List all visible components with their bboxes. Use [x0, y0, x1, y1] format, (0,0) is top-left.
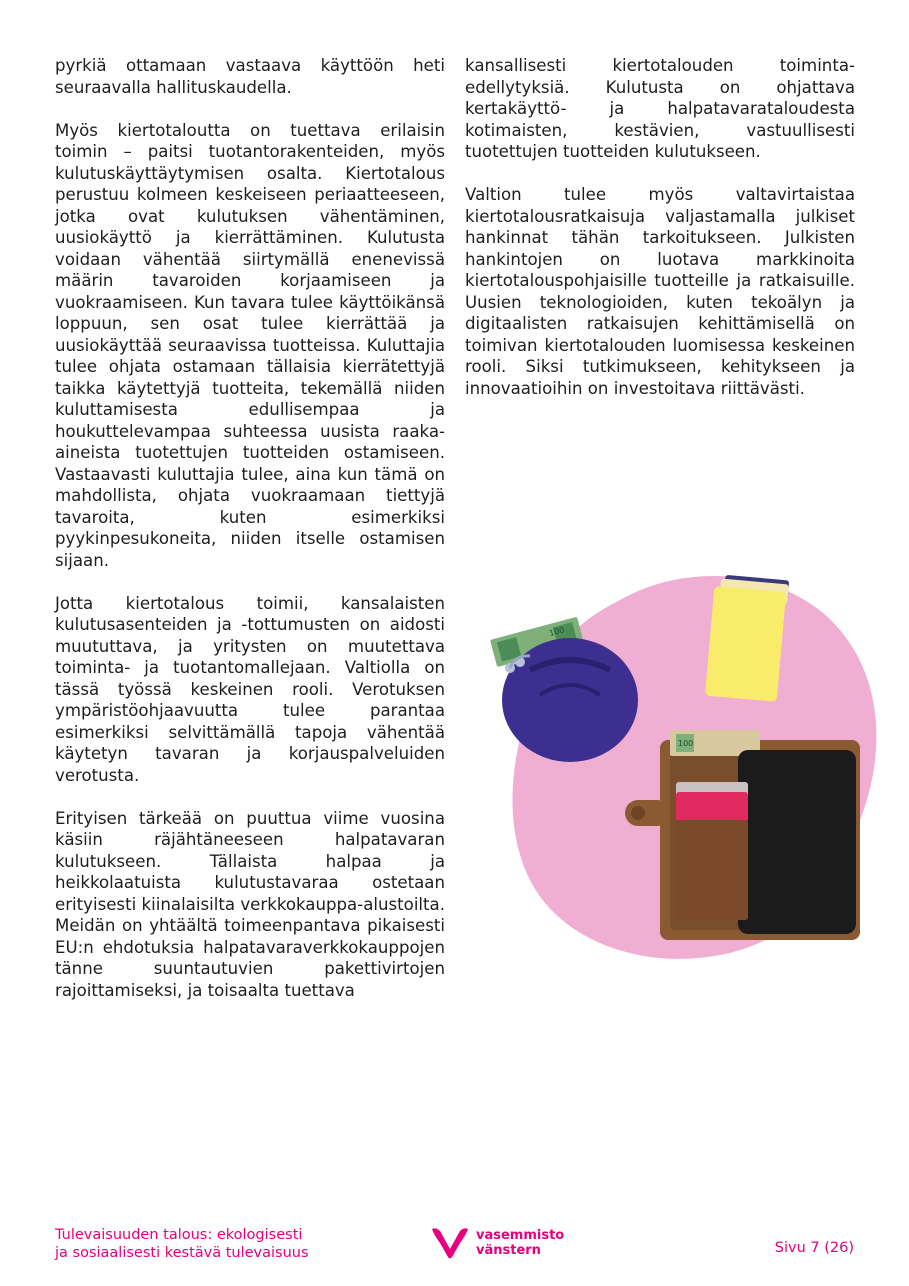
paragraph: pyrkiä ottamaan vastaava käyttöön heti seuraavalla hallituskaudella.: [55, 56, 445, 97]
v-logo-icon: [430, 1225, 470, 1261]
footer-title: [55, 1226, 309, 1262]
wallets-icon: [470, 560, 890, 980]
paragraph: Erityisen tärkeää on puuttua viime vuosina käsiin räjähtäneeseen halpatavaran kulutukseen. Tällaista halpaa ja heikkolaatuista kulutustavaraa ostetaan erityisesti kiinalaisilta verkkokauppa-alustoilta. Meidän on yhtäältä toimeenpantava pikaisesti EU:n ehdotuksia halpatavaraverkkokauppojen tänne suuntautuvien pakettivirtojen rajoittamiseksi, ja toisaalta tuettava: [55, 808, 445, 1000]
footer-title-line: Tulevaisuuden talous: ekologisesti: [55, 1227, 303, 1243]
paragraph: kansallisesti kiertotalouden toimintaedellytyksiä. Kulutusta on ohjattava kertakäyttö- ja halpatavarataloudesta kotimaisten, kestävien, vastuullisesti tuotettujen tuotteiden kulutukseen.: [465, 56, 855, 161]
card-holder-icon: [705, 574, 789, 702]
left-column: [55, 55, 445, 1023]
banknote-label: 100: [548, 625, 566, 638]
logo-text-line: vasemmisto: [476, 1228, 565, 1243]
vasemmisto-logo: [430, 1224, 564, 1262]
wallets-illustration: [470, 560, 890, 980]
footer-title-line: ja sosiaalisesti kestävä tulevaisuus: [55, 1245, 309, 1261]
paragraph: Valtion tulee myös valtavirtaistaa kiertotalousratkaisuja valjastamalla julkiset hankinnat tähän tarkoitukseen. Julkisten hankintojen on luotava markkinoita kiertotalouspohjaisille tuotteille ja ratkaisuille. Uusien teknologioiden, kuten tekoälyn ja digitaalisten ratkaisujen kehittämisellä on toimivan kiertotalouden luomisessa keskeinen rooli. Siksi tutkimukseen, kehitykseen ja innovaatioihin on investoitava riittävästi.: [465, 185, 855, 398]
paragraph: Jotta kiertotalous toimii, kansalaisten kulutusasenteiden ja -tottumusten on aidosti muututtava, ja yritysten on muutettava toiminta- ja tuotantomallejaan. Valtiolla on tässä työssä keskeinen rooli. Verotuksen ympäristöohjaavuutta tulee parantaa esimerkiksi selvittämällä tapoja vähentää käytetyn tavaran ja korjauspalveluiden verotusta.: [55, 593, 445, 785]
paragraph: Myös kiertotaloutta on tuettava erilaisin toimin – paitsi tuotantorakenteiden, myös kulutuskäyttäytymisen osalta. Kiertotalous perustuu kolmeen keskeiseen periaatteeseen, jotka ovat kulutuksen vähentäminen, uusiokäyttö ja kierrättäminen. Kulutusta voidaan vähentää siirtymällä enenevissä määrin tavaroiden korjaamiseen ja vuokraamiseen. Kun tavara tulee käyttöikänsä loppuun, sen osat tulee kierrättää ja uusiokäyttää seuraavissa tuotteissa. Kuluttajia tulee ohjata ostamaan tällaisia kierrätettyjä taikka käytettyjä tuotteita, tekemällä niiden kuluttamisesta edullisempaa ja houkuttelevampaa suhteessa uusista raaka-aineista tuotettujen tuotteiden ostamiseen. Vastaavasti kuluttajia tulee, aina kun tämä on mahdollista, ohjata vuokraamaan tiettyjä tavaroita, kuten esimerkiksi pyykinpesukoneita, niiden itselle ostamisen sijaan.: [55, 120, 445, 570]
purse-icon: [502, 638, 638, 762]
page-number: Sivu 7 (26): [774, 1240, 854, 1256]
logo-text-line: vänstern: [476, 1243, 541, 1258]
banknote-label: 100: [678, 739, 694, 748]
right-column: [465, 55, 855, 421]
wallet-icon: [625, 730, 860, 940]
